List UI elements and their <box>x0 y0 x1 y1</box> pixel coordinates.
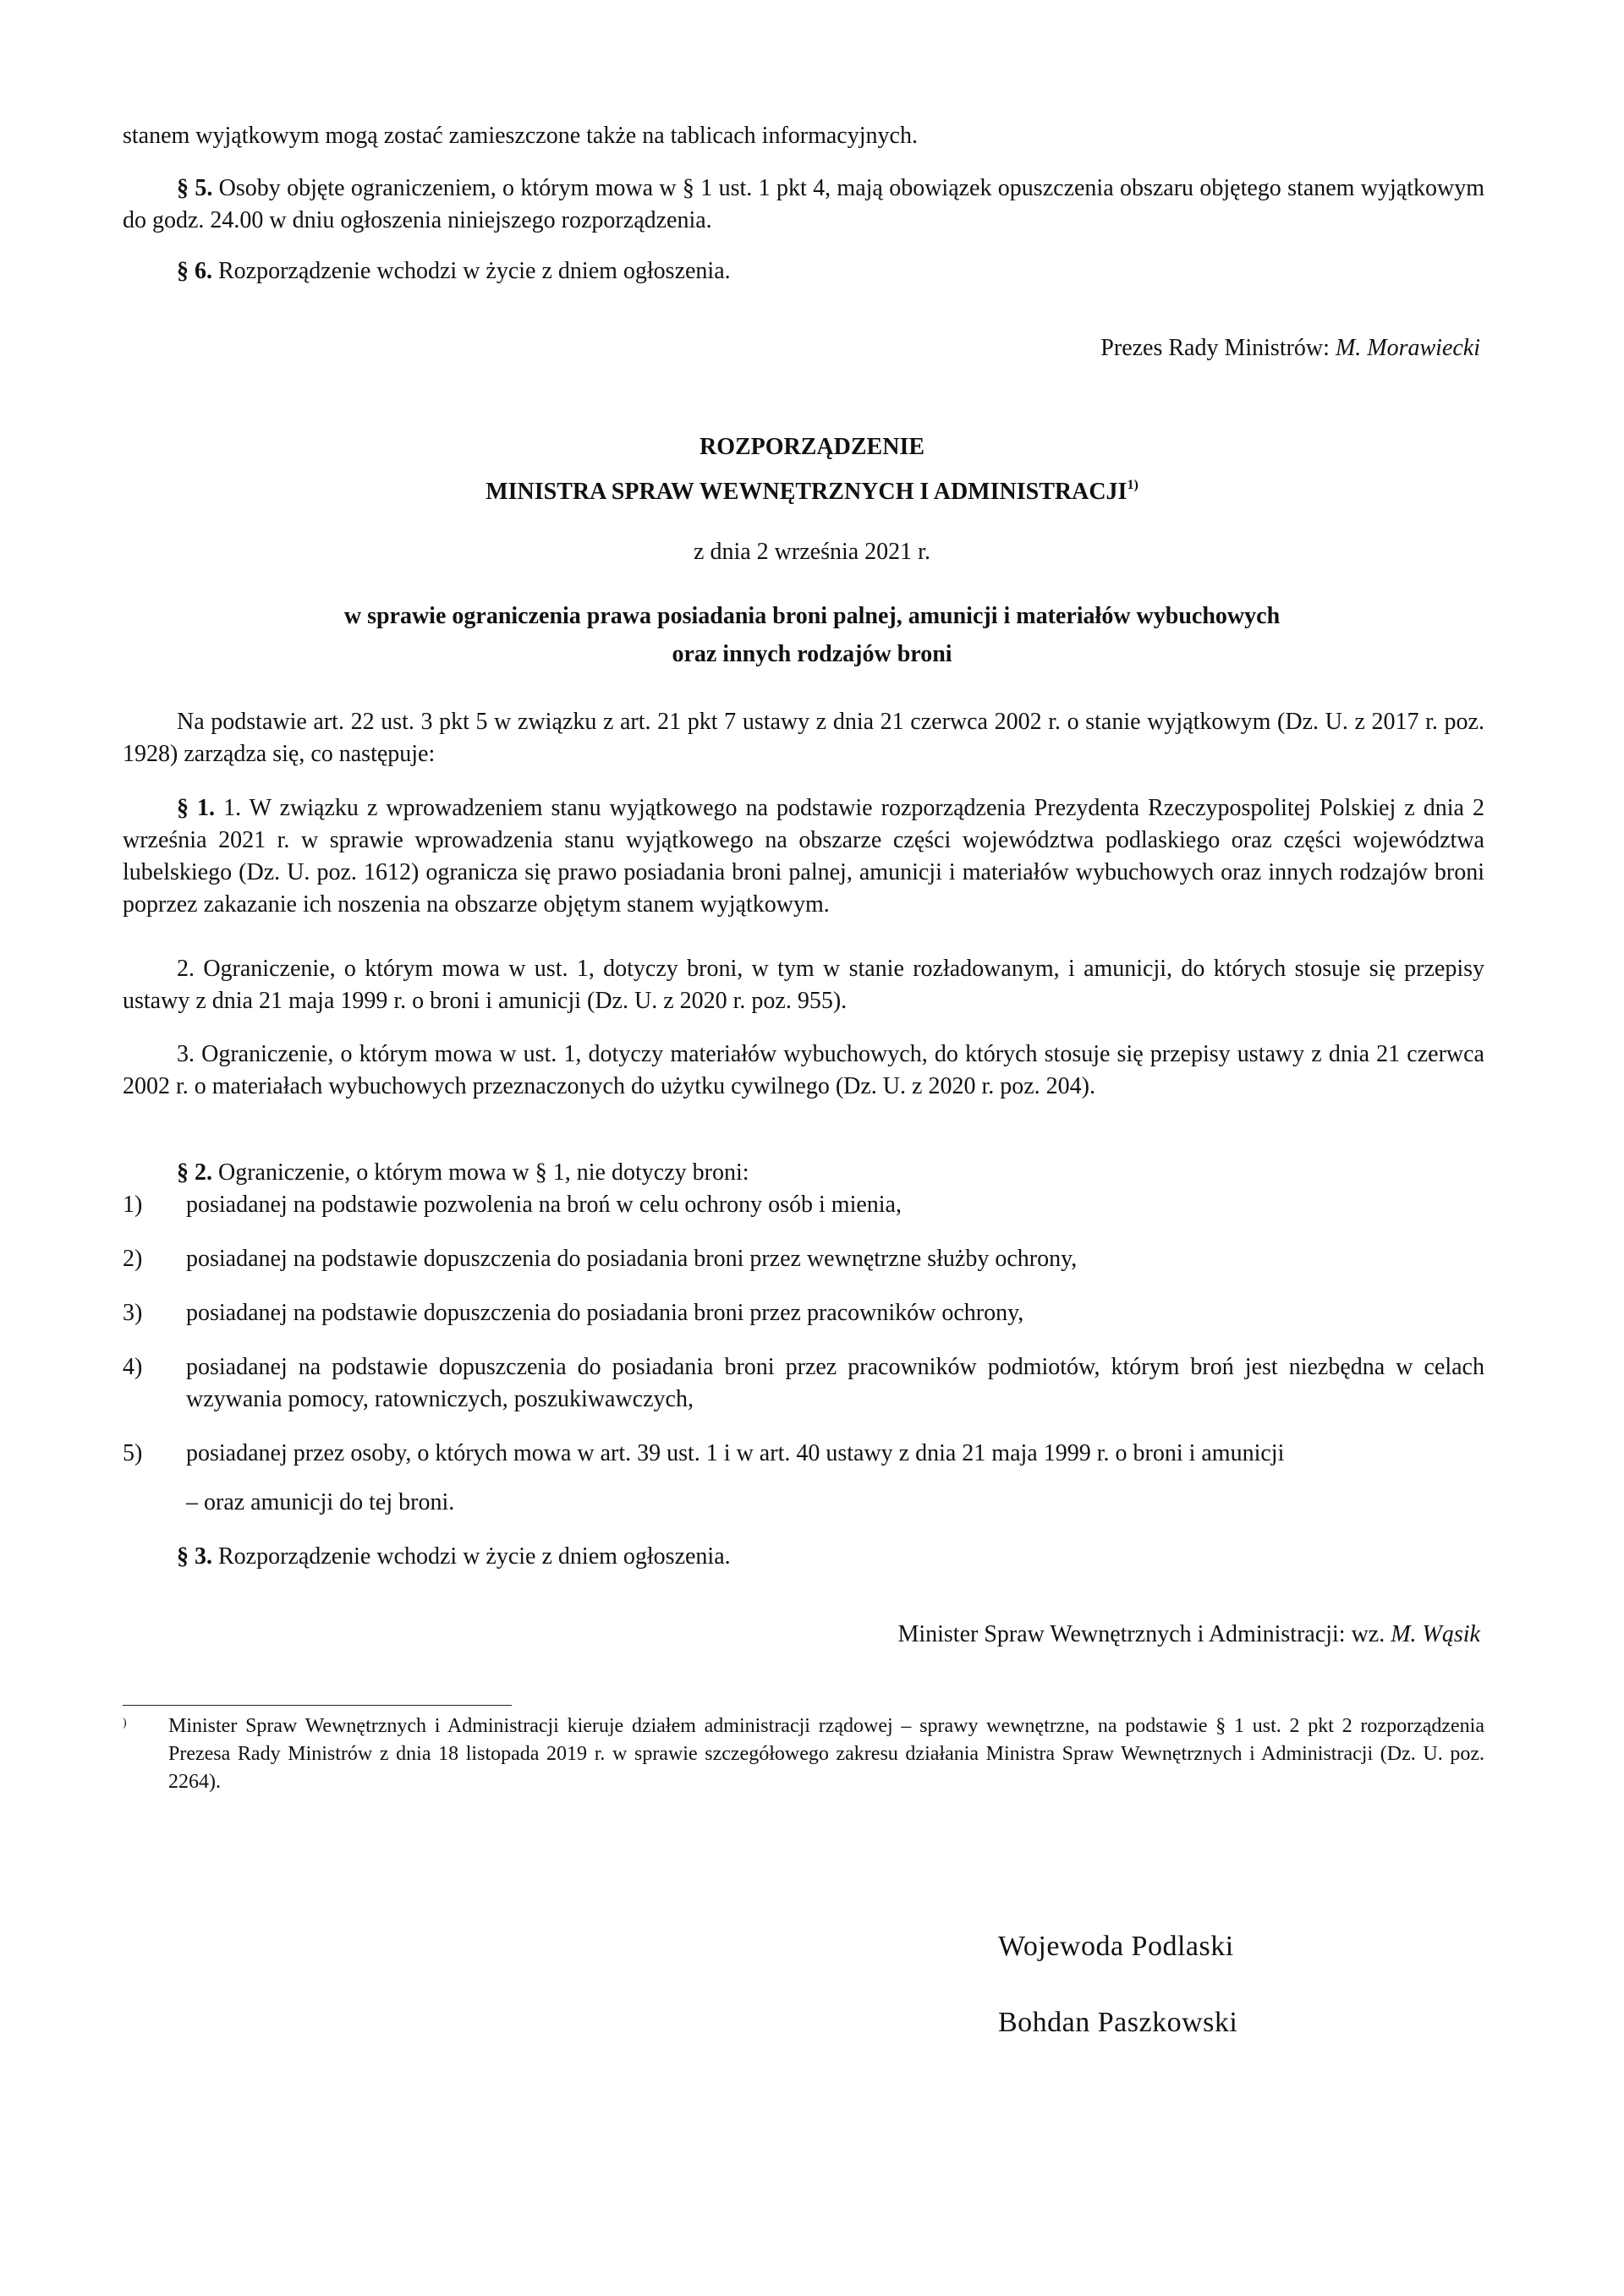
signer-name: M. Morawiecki <box>1335 335 1480 361</box>
paragraph-5 <box>123 173 1484 237</box>
section-2-intro <box>123 1157 1484 1189</box>
list-item-number: 1) <box>123 1192 143 1218</box>
list-closing: – oraz amunicji do tej broni. <box>186 1489 455 1515</box>
regulation-subject-line-1: w sprawie ograniczenia prawa posiadania broni palnej, amunicji i materiałów wybuchowych <box>343 603 1281 629</box>
footnote-mark: ) <box>123 1717 127 1729</box>
list-item: posiadanej przez osoby, o których mowa w art. 39 ust. 1 i w art. 40 ustawy z dnia 21 maja 1999 r. o broni i amunicji <box>186 1440 1285 1466</box>
paragraph-6 <box>123 255 1484 288</box>
paragraph-text: Rozporządzenie wchodzi w życie z dniem ogłoszenia. <box>212 258 731 284</box>
signature-minister <box>897 1619 1480 1651</box>
section-1-paragraph-1 <box>123 792 1484 921</box>
list-item: posiadanej na podstawie dopuszczenia do posiadania broni przez pracowników podmiotów, którym broń jest niezbędna w celach wzywania pomocy, ratowniczych, poszukiwawczych, <box>186 1354 1484 1412</box>
regulation-subject-line-2: oraz innych rodzajów broni <box>672 641 952 667</box>
regulation-date: z dnia 2 września 2021 r. <box>694 539 930 565</box>
section-1-paragraph-3: 3. Ograniczenie, o którym mowa w ust. 1, dotyczy materiałów wybuchowych, do których stosuje się przepisy ustawy z dnia 21 czerwca 2002 r. o materiałach wybuchowych przeznaczonych do użytku cywilnego (Dz. U. z 2020 r. poz. 204). <box>123 1041 1484 1099</box>
paragraph-text: Rozporządzenie wchodzi w życie z dniem ogłoszenia. <box>212 1543 731 1570</box>
section-label: § 2. <box>177 1159 212 1186</box>
signer-role: Prezes Rady Ministrów: <box>1100 335 1336 361</box>
signer-name: M. Wąsik <box>1391 1621 1480 1647</box>
section-label: § 3. <box>177 1543 212 1570</box>
list-item: posiadanej na podstawie dopuszczenia do posiadania broni przez pracowników ochrony, <box>186 1300 1024 1326</box>
section-3 <box>123 1541 1484 1573</box>
signature-prime-minister <box>1100 332 1480 364</box>
list-item-number: 2) <box>123 1246 143 1272</box>
signature-title: Wojewoda Podlaski <box>998 1931 1234 1962</box>
list-item-number: 3) <box>123 1300 143 1326</box>
list-item: posiadanej na podstawie dopuszczenia do posiadania broni przez wewnętrzne służby ochrony, <box>186 1246 1078 1272</box>
section-1-paragraph-2: 2. Ograniczenie, o którym mowa w ust. 1, dotyczy broni, w tym w stanie rozładowanym, i amunicji, do których stosuje się przepisy ustawy z dnia 21 maja 1999 r. o broni i amunicji (Dz. U. z 2020 r. poz. 955). <box>123 956 1484 1014</box>
footnote-reference: 1) <box>1127 478 1138 492</box>
signer-role: Minister Spraw Wewnętrznych i Administracji: wz. <box>897 1621 1391 1647</box>
footnote-text: Minister Spraw Wewnętrznych i Administracji kieruje działem administracji rządowej – sprawy wewnętrzne, na podstawie § 1 ust. 2 pkt 2 rozporządzenia Prezesa Rady Ministrów z dnia 18 listopada 2019 r. w sprawie szczegółowego zakresu działania Ministra Spraw Wewnętrznych i Administracji (Dz. U. poz. 2264). <box>168 1715 1484 1793</box>
preamble: Na podstawie art. 22 ust. 3 pkt 5 w związku z art. 21 pkt 7 ustawy z dnia 21 czerwca 2002 r. o stanie wyjątkowym (Dz. U. z 2017 r. poz. 1928) zarządza się, co następuje: <box>123 709 1484 767</box>
list-item: posiadanej na podstawie pozwolenia na broń w celu ochrony osób i mienia, <box>186 1192 902 1218</box>
list-item-number: 5) <box>123 1440 143 1466</box>
section-label: § 5. <box>177 175 213 201</box>
list-item-number: 4) <box>123 1354 143 1380</box>
signature-name: Bohdan Paszkowski <box>998 2007 1238 2038</box>
issuer-text: MINISTRA SPRAW WEWNĘTRZNYCH I ADMINISTRACJI <box>486 479 1127 505</box>
paragraph-text: Osoby objęte ograniczeniem, o którym mowa w § 1 ust. 1 pkt 4, mają obowiązek opuszczenia obszaru objętego stanem wyjątkowym do godz. 24.00 w dniu ogłoszenia niniejszego rozporządzenia. <box>123 175 1484 233</box>
continuation-line: stanem wyjątkowym mogą zostać zamieszczone także na tablicach informacyjnych. <box>123 123 918 149</box>
regulation-issuer <box>0 476 1624 508</box>
paragraph-text: Ograniczenie, o którym mowa w § 1, nie dotyczy broni: <box>212 1159 749 1186</box>
footnote-separator <box>123 1705 512 1706</box>
regulation-type: ROZPORZĄDZENIE <box>699 434 925 460</box>
paragraph-text: 1. W związku z wprowadzeniem stanu wyjątkowego na podstawie rozporządzenia Prezydenta Rzeczypospolitej Polskiej z dnia 2 września 2021 r. w sprawie wprowadzenia stanu wyjątkowego na obszarze części województwa podlaskiego oraz części województwa lubelskiego (Dz. U. poz. 1612) ogranicza się prawo posiadania broni palnej, amunicji i materiałów wybuchowych oraz innych rodzajów broni poprzez zakazanie ich noszenia na obszarze objętym stanem wyjątkowym. <box>123 795 1485 918</box>
section-label: § 6. <box>177 258 212 284</box>
section-label: § 1. <box>177 795 216 821</box>
